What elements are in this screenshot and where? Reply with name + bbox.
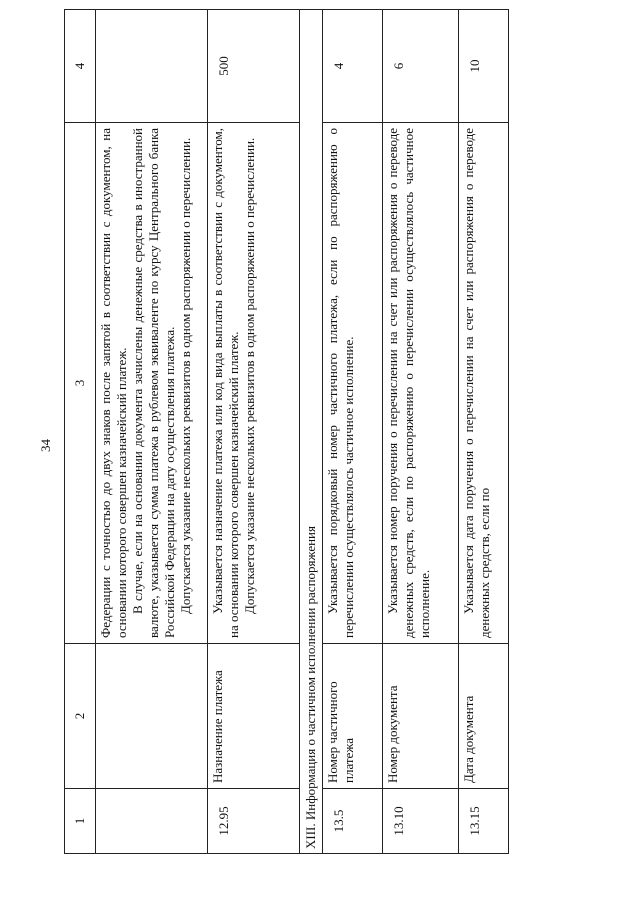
- column-header-3: 3: [65, 123, 96, 644]
- row-number: 13.10: [383, 789, 459, 854]
- row-description: [208, 123, 300, 644]
- section-title: XIII. Информация о частичном исполнении распоряжения: [300, 10, 323, 854]
- row-value: 4: [323, 10, 383, 123]
- row-number: 12.95: [208, 789, 300, 854]
- table-row: [208, 10, 300, 854]
- description-paragraph: Указывается дата поручения о перечислении на счет или распоряжения о переводе денежных средств, если по: [461, 128, 492, 638]
- description-paragraph: В случае, если на основании документа зачислены денежные средства в иностранной валюте, указывается сумма платежа в рублевом эквиваленте по курсу Центрального банка Российской Федерации на дату осуществления платежа.: [130, 128, 177, 638]
- description-paragraph: Указывается назначение платежа или код вида выплаты в соответствии с документом, на основании которого совершен казначейский платеж.: [210, 128, 241, 638]
- column-header-2: 2: [65, 644, 96, 789]
- row-name: Номер документа: [383, 644, 459, 789]
- row-name: Назначение платежа: [208, 644, 300, 789]
- row-description: [96, 123, 208, 644]
- table-row: [459, 10, 509, 854]
- row-description: [323, 123, 383, 644]
- description-paragraph: Допускается указание нескольких реквизитов в одном распоряжении о перечислении.: [242, 137, 257, 614]
- description-paragraph: Федерации с точностью до двух знаков после запятой в соответствии с документом, на основании которого совершен казначейский платеж.: [98, 128, 129, 638]
- header-row: [65, 10, 96, 854]
- section-row: [300, 10, 323, 854]
- table-row: [96, 10, 208, 854]
- table-row: [323, 10, 383, 854]
- description-paragraph: Указывается номер поручения о перечислении на счет или распоряжения о переводе денежных средств, если по распоряжению о перечислении осуществлялось частичное исполнение.: [385, 128, 432, 638]
- table-row: [383, 10, 459, 854]
- column-header-4: 4: [65, 10, 96, 123]
- page-number: 34: [38, 439, 53, 452]
- row-value: 500: [208, 10, 300, 123]
- column-header-1: 1: [65, 789, 96, 854]
- description-paragraph: Указывается порядковый номер частичного платежа, если по распоряжению о перечислении осуществлялось частичное исполнение.: [325, 128, 356, 638]
- row-number: 13.15: [459, 789, 509, 854]
- row-number: [96, 789, 208, 854]
- document-table-frame: [64, 54, 572, 854]
- row-value: 10: [459, 10, 509, 123]
- row-value: [96, 10, 208, 123]
- row-description: [459, 123, 509, 644]
- requisites-table: [64, 9, 509, 854]
- row-number: 13.5: [323, 789, 383, 854]
- row-name: Дата документа: [459, 644, 509, 789]
- row-description: [383, 123, 459, 644]
- row-name: [96, 644, 208, 789]
- row-value: 6: [383, 10, 459, 123]
- row-name: Номер частичного платежа: [323, 644, 383, 789]
- description-paragraph: Допускается указание нескольких реквизитов в одном распоряжении о перечислении.: [178, 137, 193, 614]
